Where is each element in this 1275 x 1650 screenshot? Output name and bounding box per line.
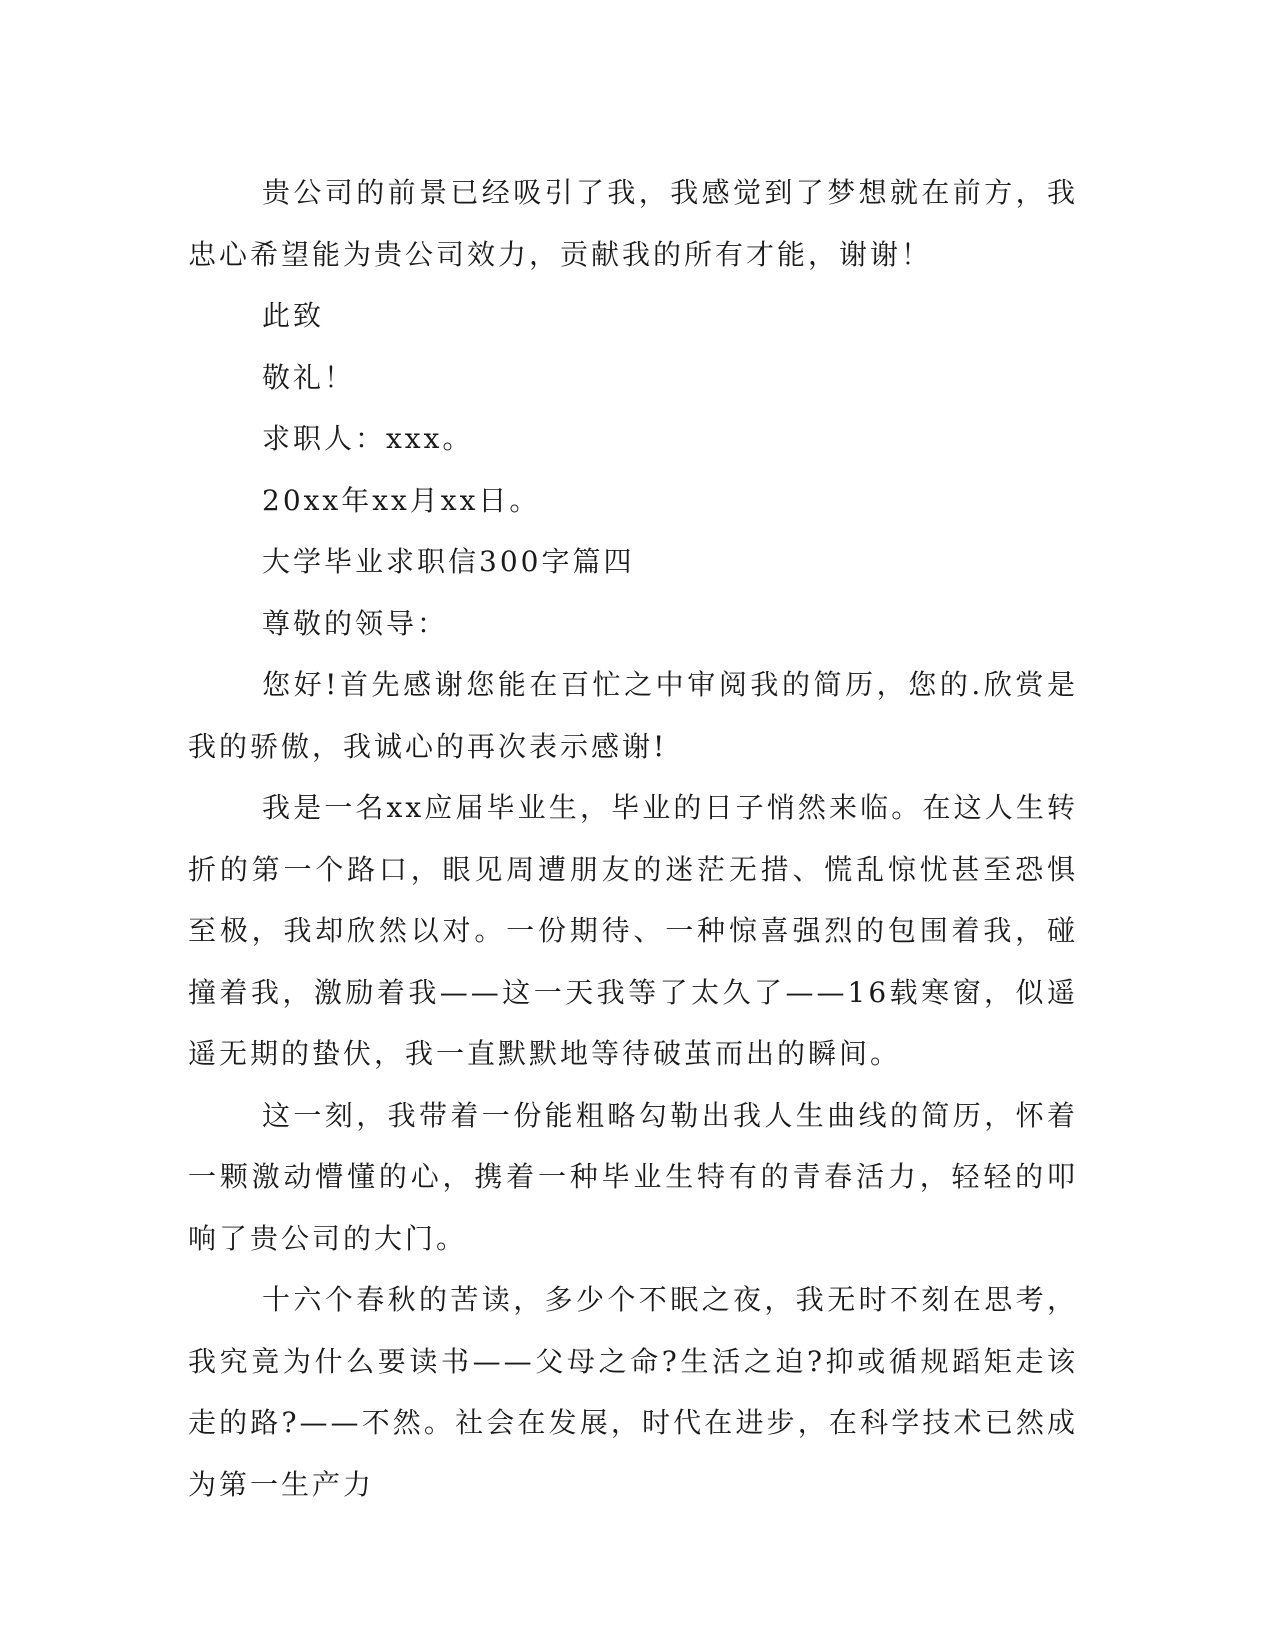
paragraph-date: 20xx年xx月xx日。	[262, 483, 541, 517]
paragraph-resume-moment: 这一刻，我带着一份能粗略勾勒出我人生曲线的简历，怀着一颗激动懵懂的心，携着一种毕业生特有的青春活力，轻轻的叩响了贵公司的大门。	[188, 1098, 1078, 1255]
paragraph-applicant-name: 求职人：xxx。	[262, 422, 474, 455]
paragraph-salutation-cizhi: 此致	[262, 299, 325, 332]
paragraph-study-reflection: 十六个春秋的苦读，多少个不眠之夜，我无时不刻在思考，我究竟为什么要读书——父母之命?生活之迫?抑或循规蹈矩走该走的路?——不然。社会在发展，时代在进步，在科学技术已然成为第一生产力	[188, 1283, 1078, 1501]
paragraph-closing-wish: 贵公司的前景已经吸引了我，我感觉到了梦想就在前方，我忠心希望能为贵公司效力，贡献我的所有才能，谢谢！	[188, 176, 1078, 271]
paragraph-greeting: 尊敬的领导：	[262, 606, 449, 640]
section-heading: 大学毕业求职信300字篇四	[262, 545, 635, 578]
document-body	[188, 162, 1078, 1515]
paragraph-thanks: 您好!首先感谢您能在百忙之中审阅我的简历，您的.欣赏是我的骄傲，我诚心的再次表示感谢!	[188, 668, 1078, 763]
paragraph-salutation-jingli: 敬礼！	[262, 360, 356, 394]
paragraph-introduction: 我是一名xx应届毕业生，毕业的日子悄然来临。在这人生转折的第一个路口，眼见周遭朋友的迷茫无措、慌乱惊忧甚至恐惧至极，我却欣然以对。一份期待、一种惊喜强烈的包围着我，碰撞着我，激励着我——这一天我等了太久了——16载寒窗，似遥遥无期的蛰伏，我一直默默地等待破茧而出的瞬间。	[188, 791, 1078, 1070]
